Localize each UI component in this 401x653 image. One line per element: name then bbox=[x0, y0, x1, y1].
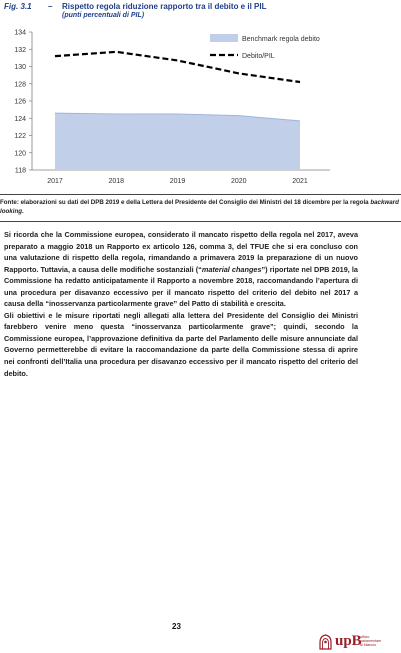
body-text bbox=[4, 229, 358, 379]
y-tick-label: 132 bbox=[14, 46, 26, 54]
source-rule-bottom bbox=[0, 221, 401, 222]
legend-swatch-benchmark bbox=[210, 34, 238, 42]
figure-title: Rispetto regola riduzione rapporto tra il debito e il PIL bbox=[62, 2, 267, 11]
source-suffix: . bbox=[22, 207, 24, 215]
source-rule-top bbox=[0, 194, 401, 195]
source-emphasis: backward looking bbox=[0, 199, 399, 215]
x-tick-label: 2021 bbox=[292, 178, 308, 185]
x-tick-label: 2020 bbox=[230, 178, 247, 185]
x-tick-label: 2018 bbox=[108, 178, 125, 185]
page-number: 23 bbox=[172, 622, 181, 631]
y-tick-label: 126 bbox=[14, 98, 26, 106]
figure-source bbox=[0, 199, 400, 216]
logo-sub-line-1: ufficio bbox=[360, 635, 370, 639]
legend-label-benchmark: Benchmark regola debito bbox=[242, 36, 320, 43]
logo-sub-line-2: parlamentare bbox=[360, 639, 382, 644]
upb-logo bbox=[318, 632, 398, 652]
debt-rule-chart bbox=[0, 24, 401, 192]
logo-text: upB bbox=[335, 633, 362, 649]
figure-subtitle: (punti percentuali di PIL) bbox=[62, 12, 145, 19]
figure-label: Fig. 3.1 bbox=[4, 2, 32, 11]
paragraph-1-part-a: Si ricorda che la Commissione europea, considerato il mancato rispetto della regola nel 2017, aveva preparato a maggio 2018 un Rapporto ex articolo 126, comma 3, del TFUE che si era concluso con una valutazione di rispetto della regola, rimandando a primavera 2019 la preparazione di un nuovo Rapporto. Tuttavia, a causa delle modifiche sostanziali (“ bbox=[4, 230, 358, 274]
logo-sub-line-3: di bilancio bbox=[360, 643, 376, 648]
y-tick-label: 120 bbox=[14, 150, 26, 158]
upb-emblem-icon bbox=[318, 633, 333, 650]
y-tick-label: 124 bbox=[14, 115, 26, 123]
x-tick-label: 2017 bbox=[47, 178, 63, 185]
y-tick-label: 128 bbox=[14, 81, 26, 89]
paragraph-2: Gli obiettivi e le misure riportati negli allegati alla lettera del Presidente del Consiglio dei Ministri farebbero venire meno questa “inosservanza particolarmente grave”; quindi, secondo la Commissione europea, l’approvazione definitiva da parte del Parlamento delle misure annunciate dal Governo permetterebbe di evitare la raccomandazione da parte della Commissione stessa di aprire nei confronti dell’Italia una procedura per disavanzo eccessivo per il mancato rispetto del criterio del debito. bbox=[4, 310, 358, 378]
y-tick-label: 134 bbox=[14, 29, 26, 37]
paragraph-1 bbox=[4, 229, 358, 310]
figure-header bbox=[4, 2, 399, 24]
y-tick-label: 122 bbox=[14, 133, 26, 140]
y-tick-label: 118 bbox=[14, 167, 26, 175]
series-area-benchmark bbox=[55, 113, 300, 170]
logo-subtitle bbox=[360, 635, 381, 648]
legend-label-debito-pil: Debito/PIL bbox=[242, 53, 275, 60]
source-prefix: Fonte: elaborazioni su dati del DPB 2019 e della Lettera del Presidente del Consiglio dei Ministri del 18 dicembre per la regola bbox=[0, 199, 371, 206]
paragraph-1-part-b: ”) riportate nel DPB 2019, la Commissione ha redatto anticipatamente il Rapporto a novembre 2018, raccomandando l’apertura di una procedura per disavanzo eccessivo per il mancato rispetto del criterio del debito nel 2017 a causa della “inosservanza particolarmente grave” del Patto di stabilità e crescita. bbox=[4, 264, 358, 309]
x-tick-label: 2019 bbox=[169, 178, 186, 185]
paragraph-1-emphasis: material changes bbox=[201, 264, 262, 274]
figure-dash: – bbox=[48, 2, 53, 11]
y-tick-label: 130 bbox=[14, 64, 26, 71]
